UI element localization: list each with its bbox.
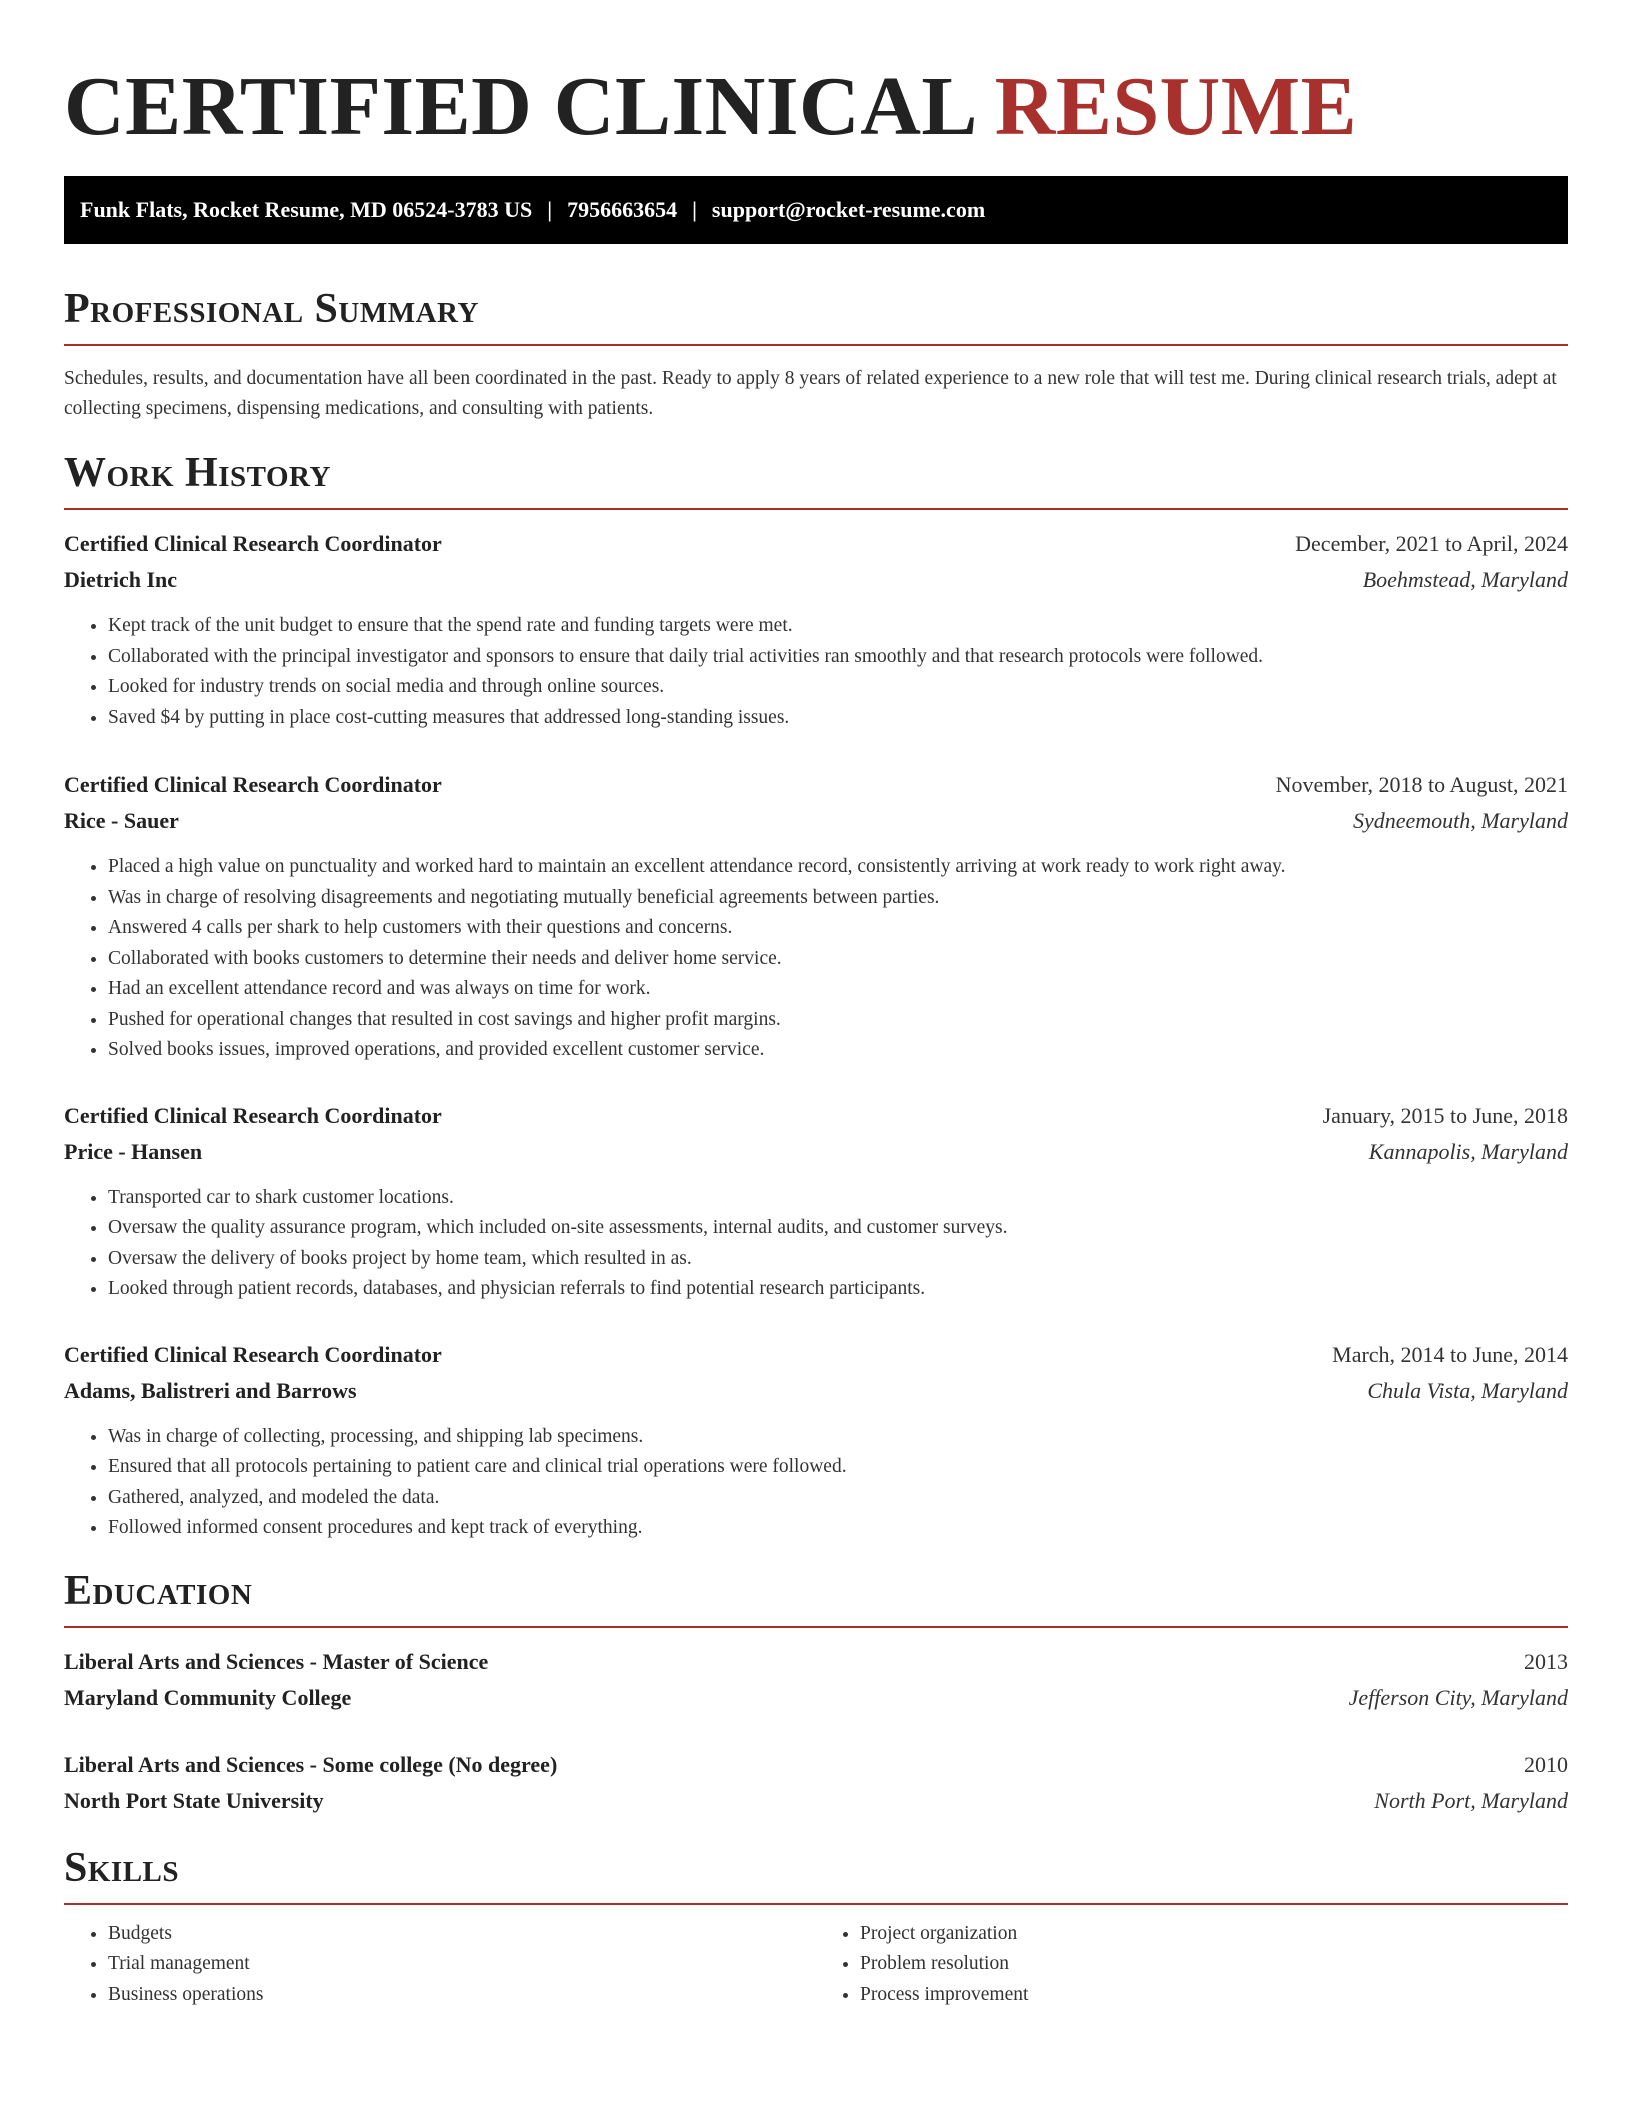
job-company-row — [64, 1373, 1568, 1409]
job-bullet: • Gathered, analyzed, and modeled the data. — [108, 1483, 1568, 1514]
skill-item: • Business operations — [108, 1980, 816, 2011]
resume-title — [64, 0, 1568, 156]
job-bullet: • Collaborated with the principal investigator and sponsors to ensure that daily trial activities ran smoothly and that research protocols were followed. — [108, 642, 1568, 673]
job-title: Certified Clinical Research Coordinator — [64, 1102, 442, 1128]
job-title: Certified Clinical Research Coordinator — [64, 772, 442, 797]
job-bullet: • Collaborated with books customers to determine their needs and deliver home service. — [108, 944, 1568, 975]
job-bullet: • Solved books issues, improved operations, and provided excellent customer service. — [108, 1035, 1568, 1066]
job-entry — [64, 526, 1568, 733]
job-bullet: • Answered 4 calls per shark to help customers with their questions and concerns. — [108, 913, 1568, 944]
education-location: Jefferson City, Maryland — [1348, 1684, 1568, 1710]
work-history-heading: Work History — [64, 450, 1568, 510]
job-bullet: • Placed a high value on punctuality and worked hard to maintain an excellent attendance record, consistently arriving at work ready to work right away. — [108, 852, 1568, 883]
job-company: Rice - Sauer — [64, 808, 179, 833]
job-bullet: • Was in charge of resolving disagreements and negotiating mutually beneficial agreements between parties. — [108, 883, 1568, 914]
skills-heading: Skills — [64, 1845, 1568, 1905]
job-bullet: • Was in charge of collecting, processing, and shipping lab specimens. — [108, 1422, 1568, 1453]
job-bullet: • Saved $4 by putting in place cost-cutting measures that addressed long-standing issues. — [108, 703, 1568, 734]
education-school-row — [64, 1680, 1568, 1716]
job-bullet: • Kept track of the unit budget to ensure that the spend rate and funding targets were met. — [108, 611, 1568, 642]
job-bullet: • Ensured that all protocols pertaining to patient care and clinical trial operations were followed. — [108, 1452, 1568, 1483]
education-degree: Liberal Arts and Sciences - Master of Science — [64, 1648, 489, 1674]
job-location: Chula Vista, Maryland — [1367, 1377, 1568, 1403]
education-school: Maryland Community College — [64, 1684, 352, 1710]
job-dates: January, 2015 to June, 2018 — [1322, 1102, 1568, 1128]
skills-section — [64, 1845, 1568, 2011]
contact-bar — [64, 176, 1568, 244]
job-entry — [64, 1098, 1568, 1305]
education-degree: Liberal Arts and Sciences - Some college (No degree) — [64, 1751, 558, 1777]
skill-item: • Problem resolution — [860, 1949, 1568, 1980]
title-accent: RESUME — [994, 60, 1358, 153]
job-company-row — [64, 1134, 1568, 1170]
title-main: CERTIFIED CLINICAL — [64, 60, 974, 153]
job-bullet: • Looked through patient records, databases, and physician referrals to find potential research participants. — [108, 1274, 1568, 1305]
skill-item: • Project organization — [860, 1919, 1568, 1950]
job-title: Certified Clinical Research Coordinator — [64, 1341, 442, 1367]
skills-column-right — [816, 1919, 1568, 2011]
summary-section — [64, 286, 1568, 424]
education-section — [64, 1568, 1568, 1819]
job-bullets — [64, 1422, 1568, 1544]
job-bullets — [64, 1183, 1568, 1305]
job-company: Price - Hansen — [64, 1138, 203, 1164]
work-history-section — [64, 450, 1568, 1544]
skill-item: • Process improvement — [860, 1980, 1568, 2011]
contact-separator: | — [692, 197, 697, 222]
job-title-row — [64, 1337, 1568, 1373]
job-company: Dietrich Inc — [64, 567, 178, 592]
education-heading: Education — [64, 1568, 1568, 1628]
job-location: Boehmstead, Maryland — [1362, 567, 1568, 592]
job-bullet: • Pushed for operational changes that resulted in cost savings and higher profit margins. — [108, 1005, 1568, 1036]
job-bullet: • Had an excellent attendance record and was always on time for work. — [108, 974, 1568, 1005]
education-location: North Port, Maryland — [1374, 1787, 1568, 1813]
job-entry — [64, 767, 1568, 1066]
job-title-row — [64, 526, 1568, 562]
education-year: 2010 — [1524, 1751, 1568, 1777]
education-entry — [64, 1644, 1568, 1716]
job-bullet: • Transported car to shark customer locations. — [108, 1183, 1568, 1214]
job-company: Adams, Balistreri and Barrows — [64, 1377, 357, 1403]
contact-email: support@rocket-resume.com — [711, 197, 986, 222]
skills-grid — [64, 1919, 1568, 2011]
job-dates: November, 2018 to August, 2021 — [1275, 772, 1568, 797]
job-bullet: • Looked for industry trends on social media and through online sources. — [108, 672, 1568, 703]
job-bullet: • Followed informed consent procedures and kept track of everything. — [108, 1513, 1568, 1544]
education-entry — [64, 1747, 1568, 1819]
summary-heading: Professional Summary — [64, 286, 1568, 346]
skills-column-left — [64, 1919, 816, 2011]
job-bullet: • Oversaw the quality assurance program, which included on-site assessments, internal audits, and customer surveys. — [108, 1213, 1568, 1244]
job-company-row — [64, 562, 1568, 598]
education-degree-row — [64, 1644, 1568, 1680]
job-dates: December, 2021 to April, 2024 — [1295, 531, 1568, 556]
education-school-row — [64, 1783, 1568, 1819]
contact-separator: | — [547, 197, 553, 222]
education-degree-row — [64, 1747, 1568, 1783]
contact-address: Funk Flats, Rocket Resume, MD 06524-3783 US — [80, 197, 533, 222]
job-bullet: • Oversaw the delivery of books project by home team, which resulted in as. — [108, 1244, 1568, 1275]
education-school: North Port State University — [64, 1787, 324, 1813]
education-year: 2013 — [1524, 1648, 1568, 1674]
job-bullets — [64, 611, 1568, 733]
job-location: Sydneemouth, Maryland — [1352, 808, 1568, 833]
job-title: Certified Clinical Research Coordinator — [64, 531, 442, 556]
job-dates: March, 2014 to June, 2014 — [1332, 1341, 1568, 1367]
summary-text: Schedules, results, and documentation have all been coordinated in the past. Ready to apply 8 years of related experience to a new role that will test me. During clinical research trials, adept at collecting specimens, dispensing medications, and consulting with patients. — [64, 368, 1557, 419]
contact-phone: 7956663654 — [567, 197, 678, 222]
job-bullets — [64, 852, 1568, 1066]
job-location: Kannapolis, Maryland — [1368, 1138, 1568, 1164]
skill-item: • Trial management — [108, 1949, 816, 1980]
skill-item: • Budgets — [108, 1919, 816, 1950]
job-title-row — [64, 1098, 1568, 1134]
job-company-row — [64, 803, 1568, 839]
job-entry — [64, 1337, 1568, 1544]
job-title-row — [64, 767, 1568, 803]
